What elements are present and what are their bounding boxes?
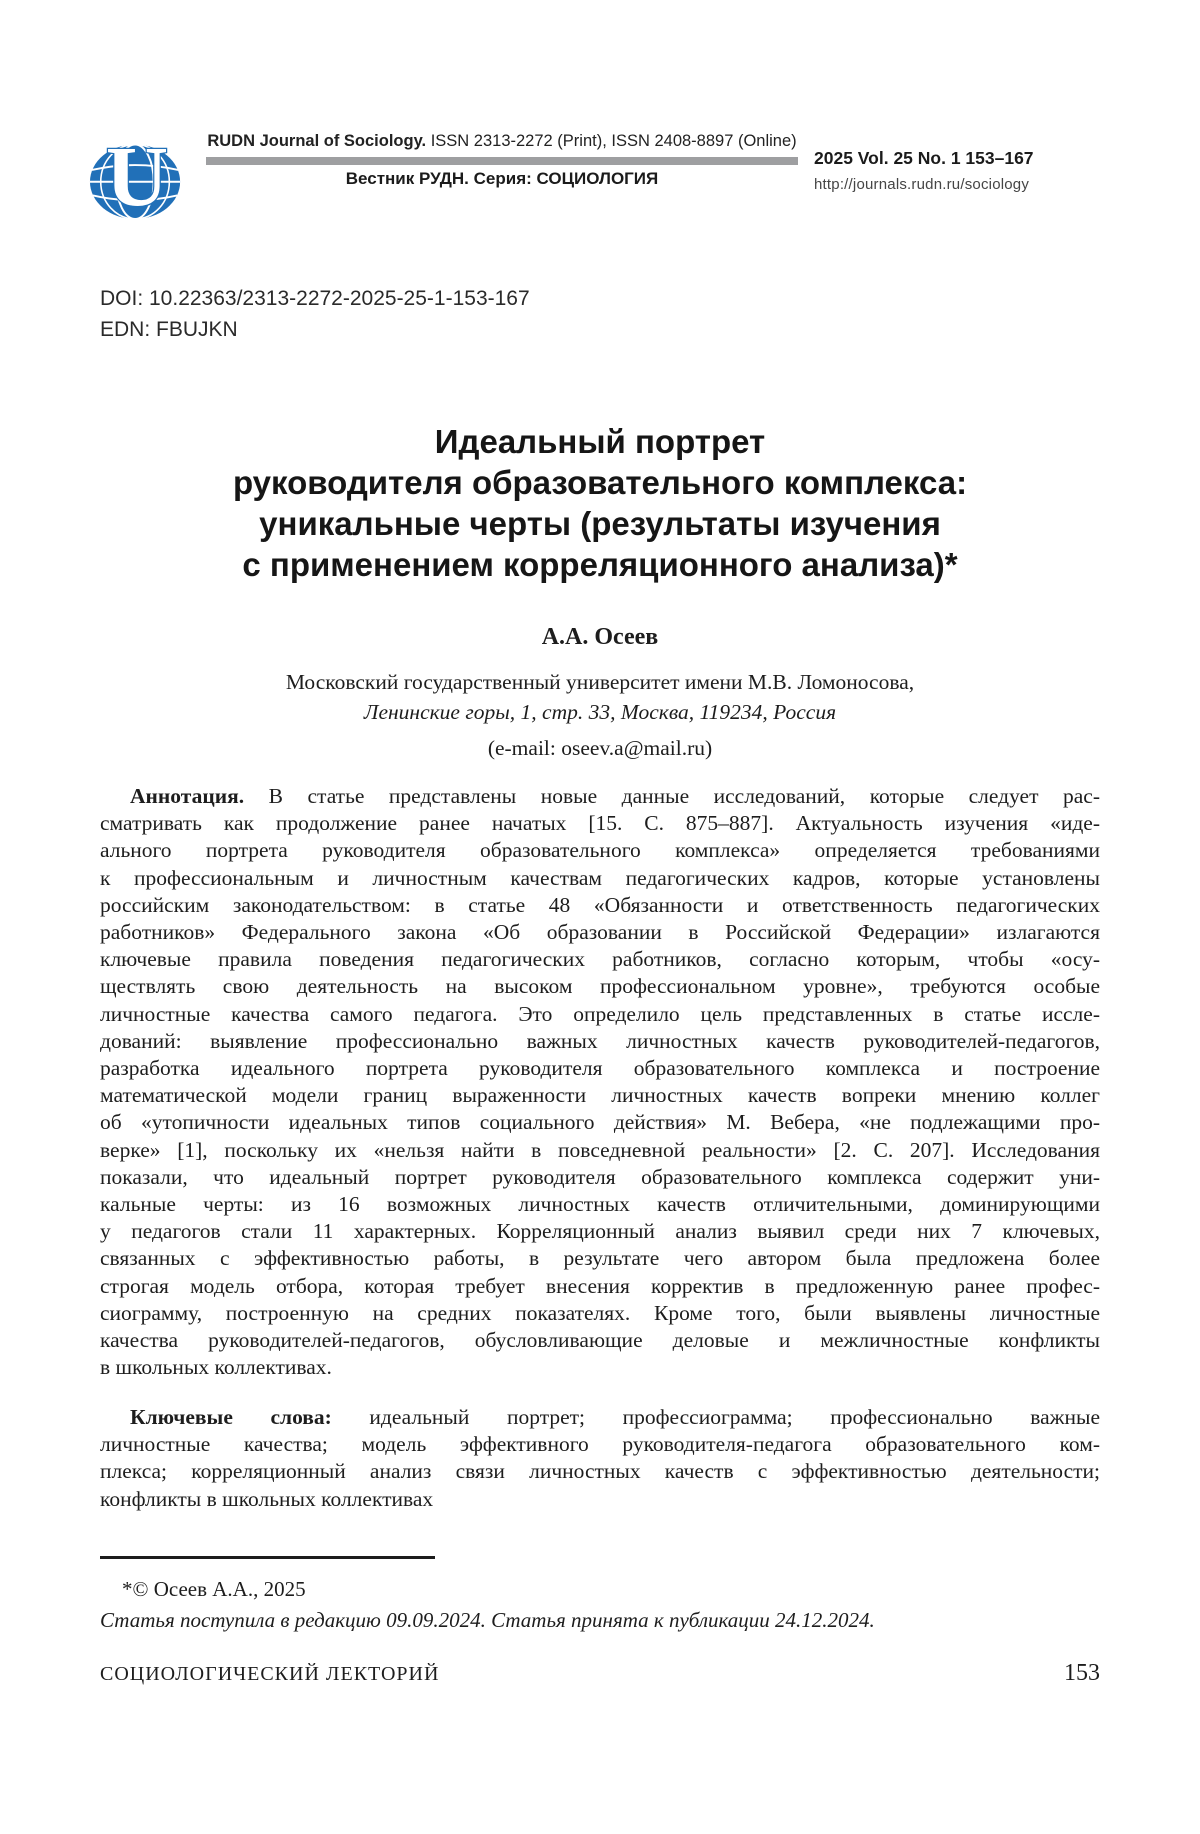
article-title-line: с применением корреляционного анализа)*: [242, 546, 958, 583]
abstract-line: в школьных коллективах.: [100, 1355, 332, 1380]
author-email: (e-mail: oseev.a@mail.ru): [487, 736, 713, 760]
keywords-body: [100, 1431, 1100, 1513]
keywords-first-line: [100, 1404, 1100, 1431]
keywords-first-text: идеальный портрет; профессиограмма; профессионально важные: [369, 1405, 1100, 1429]
keywords-section: [100, 1404, 1100, 1513]
abstract-line: ществлять свою деятельность на высоком профессиональном уровне», требуются особые: [100, 974, 1100, 999]
footnote-section: [100, 1556, 1100, 1635]
footer-page-number: 153: [1064, 1660, 1100, 1686]
footer-section-title: СОЦИОЛОГИЧЕСКИЙ ЛЕКТОРИЙ: [100, 1663, 440, 1685]
journal-title-issn: [206, 132, 798, 151]
keywords-line: конфликты в школьных коллективах: [100, 1486, 434, 1511]
abstract-line: строгая модель отбора, которая требует внесения корректив в предложенную ранее профес-: [100, 1273, 1100, 1298]
journal-series: Вестник РУДН. Серия: СОЦИОЛОГИЯ: [345, 169, 659, 188]
abstract-section: [100, 783, 1100, 1381]
abstract-line: об «утопичности идеальных типов социального действия» М. Вебера, «не подлежащими про-: [100, 1110, 1100, 1135]
volume-info: 2025 Vol. 25 No. 1 153–167: [814, 148, 1034, 168]
abstract-line: сиограмму, построенную на средних показателях. Кроме того, были выявлены личностные: [100, 1300, 1100, 1325]
author-name: А.А. Осеев: [541, 624, 659, 650]
abstract-first-text: В статье представлены новые данные исследований, которые следует рас-: [268, 784, 1100, 808]
journal-name: RUDN Journal of Sociology.: [207, 132, 427, 150]
abstract-line: ключевые правила поведения педагогических работников, согласно которым, чтобы «осу-: [100, 947, 1100, 972]
abstract-label: Аннотация.: [130, 784, 245, 808]
abstract-line: математической модели границ выраженности личностных качеств вопреки мнению коллег: [100, 1083, 1100, 1108]
abstract-line: ального портрета руководителя образовательного комплекса» определяется требованиями: [100, 838, 1100, 863]
doi-block: [100, 283, 530, 345]
abstract-line: российским законодательством: в статье 48 «Обязанности и ответственность педагогических: [100, 892, 1100, 917]
abstract-line: показали, что идеальный портрет руководителя образовательного комплекса содержит уни-: [100, 1164, 1100, 1189]
keywords-line: личностные качества; модель эффективного руководителя-педагога образовательного ком-: [100, 1432, 1100, 1457]
abstract-line: кальные черты: из 16 возможных личностных качеств отличительными, доминирующими: [100, 1192, 1100, 1217]
article-title-line: Идеальный портрет: [434, 423, 766, 460]
affiliation-line: Московский государственный университет имени М.В. Ломоносова,: [285, 670, 915, 694]
footnote-dates: Статья поступила в редакцию 09.09.2024. Статья принята к публикации 24.12.2024.: [100, 1608, 875, 1632]
header-divider-bar: [206, 157, 798, 165]
keywords-label: Ключевые слова:: [130, 1405, 332, 1429]
affiliation-block: [0, 667, 1200, 727]
journal-issn: ISSN 2313-2272 (Print), ISSN 2408-8897 (Online): [426, 132, 797, 150]
footnote-rule: [100, 1556, 435, 1559]
page-footer: [100, 1660, 1100, 1687]
header-right: [814, 116, 1100, 193]
abstract-line: верке» [1], поскольку их «нельзя найти в повседневной реальности» [2. С. 207]. Исследования: [100, 1137, 1100, 1162]
abstract-line: работников» Федерального закона «Об образовании в Российской Федерации» излагаются: [100, 920, 1100, 945]
article-title-line: руководителя образовательного комплекса:: [232, 464, 968, 501]
footnote-copyright: *© Осеев А.А., 2025: [122, 1577, 306, 1601]
journal-url: http://journals.rudn.ru/sociology: [814, 176, 1030, 193]
svg-text:U: U: [105, 128, 169, 222]
abstract-line: качества руководителей-педагогов, обусловливающие деловые и межличностные конфликты: [100, 1328, 1100, 1353]
abstract-body: [100, 810, 1100, 1381]
abstract-line: личностные качества самого педагога. Это определило цель представленных в статье иссле-: [100, 1001, 1100, 1026]
abstract-line: к профессиональным и личностным качествам педагогических кадров, которые установлены: [100, 865, 1100, 890]
edn-line: EDN: FBUJKN: [100, 318, 238, 341]
abstract-line: дований: выявление профессионально важных личностных качеств руководителей-педагогов,: [100, 1028, 1100, 1053]
abstract-line: разработка идеального портрета руководителя образовательного комплекса и построение: [100, 1056, 1100, 1081]
affiliation-address: Ленинские горы, 1, стр. 33, Москва, 119234, Россия: [363, 700, 837, 724]
article-title-line: уникальные черты (результаты изучения: [259, 505, 941, 542]
abstract-line: сматривать как продолжение ранее начатых [15. С. 875–887]. Актуальность изучения «иде-: [100, 811, 1100, 836]
keywords-line: плекса; корреляционный анализ связи личностных качеств с эффективностью деятельности;: [100, 1459, 1100, 1484]
header-center: [206, 116, 798, 189]
rudn-logo-icon: [88, 116, 186, 222]
abstract-first-line: [100, 783, 1100, 810]
doi-line: DOI: 10.22363/2313-2272-2025-25-1-153-167: [100, 287, 530, 310]
abstract-line: связанных с эффективностью работы, в результате чего автором была предложена более: [100, 1246, 1100, 1271]
abstract-line: у педагогов стали 11 характерных. Корреляционный анализ выявил среди них 7 ключевых,: [100, 1219, 1100, 1244]
article-title: [0, 421, 1200, 585]
page-header: [88, 116, 1100, 222]
